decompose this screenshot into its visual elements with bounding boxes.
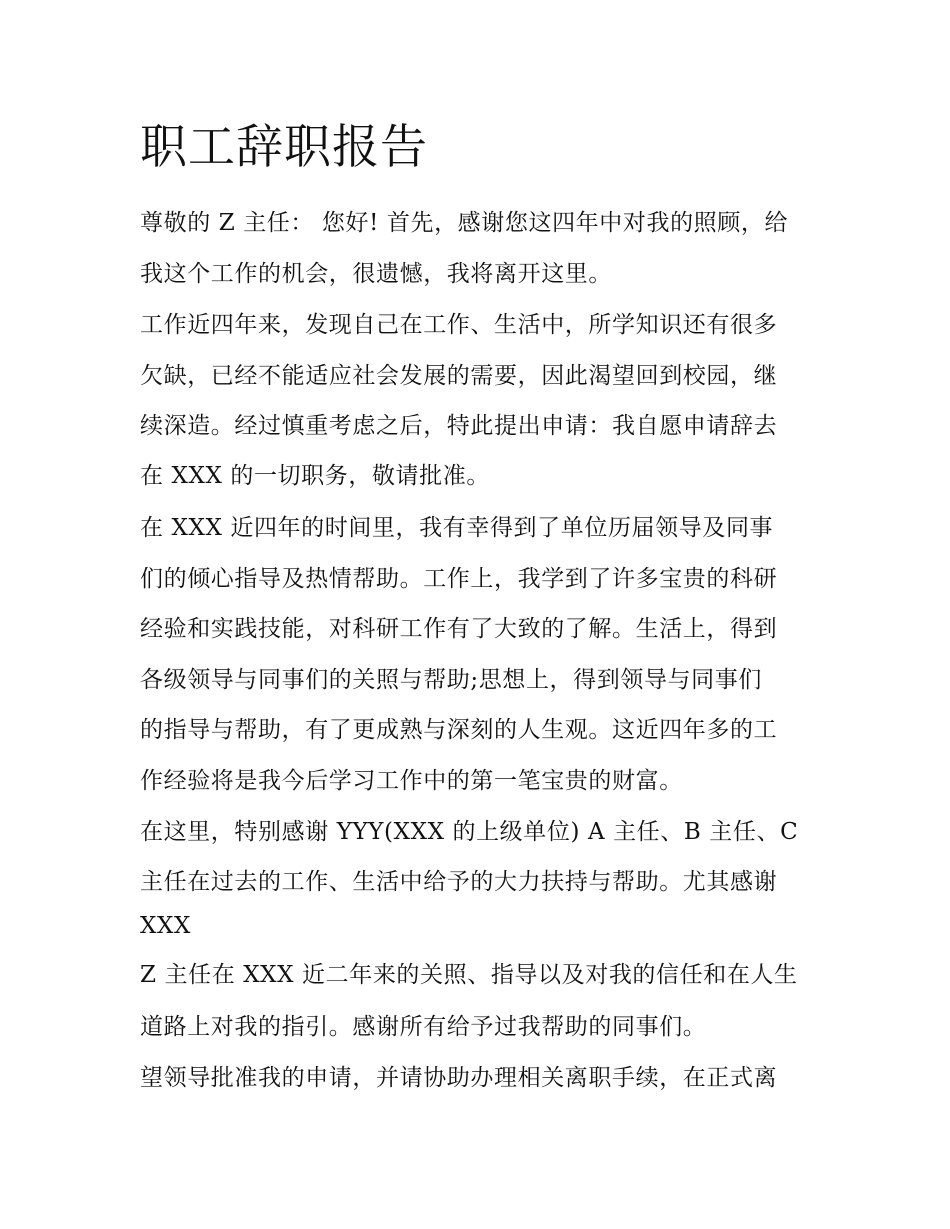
body-line: 在这里，特别感谢 YYY(XXX 的上级单位) A 主任、B 主任、C	[140, 819, 799, 845]
body-line: 望领导批准我的申请，并请协助办理相关离职手续，在正式离	[140, 1065, 778, 1091]
body-line: 作经验将是我今后学习工作中的第一笔宝贵的财富。	[140, 768, 683, 794]
body-line: 尊敬的 Z 主任： 您好! 首先，感谢您这四年中对我的照顾，给	[140, 210, 789, 236]
body-line: 道路上对我的指引。感谢所有给予过我帮助的同事们。	[140, 1014, 707, 1040]
body-line: 主任在过去的工作、生活中给予的大力扶持与帮助。尤其感谢	[140, 869, 778, 895]
body-line: 们的倾心指导及热情帮助。工作上，我学到了许多宝贵的科研	[140, 566, 778, 592]
body-line: XXX	[140, 913, 191, 939]
body-line: 在 XXX 的一切职务，敬请批准。	[140, 463, 490, 489]
body-line: 各级领导与同事们的关照与帮助;思想上，得到领导与同事们	[140, 667, 762, 693]
body-line: 欠缺，已经不能适应社会发展的需要，因此渴望回到校园，继	[140, 363, 778, 389]
body-line: 经验和实践技能，对科研工作有了大致的了解。生活上，得到	[140, 616, 778, 642]
body-line: 我这个工作的机会，很遗憾，我将离开这里。	[140, 261, 612, 287]
body-line: 续深造。经过慎重考虑之后，特此提出申请：我自愿申请辞去	[140, 413, 778, 439]
body-line: Z 主任在 XXX 近二年来的关照、指导以及对我的信任和在人生	[140, 962, 798, 988]
body-line: 的指导与帮助，有了更成熟与深刻的人生观。这近四年多的工	[140, 717, 778, 743]
body-line: 工作近四年来，发现自己在工作、生活中，所学知识还有很多	[140, 312, 778, 338]
page-title: 职工辞职报告	[140, 120, 428, 175]
body-line: 在 XXX 近四年的时间里，我有幸得到了单位历届领导及同事	[140, 515, 774, 541]
